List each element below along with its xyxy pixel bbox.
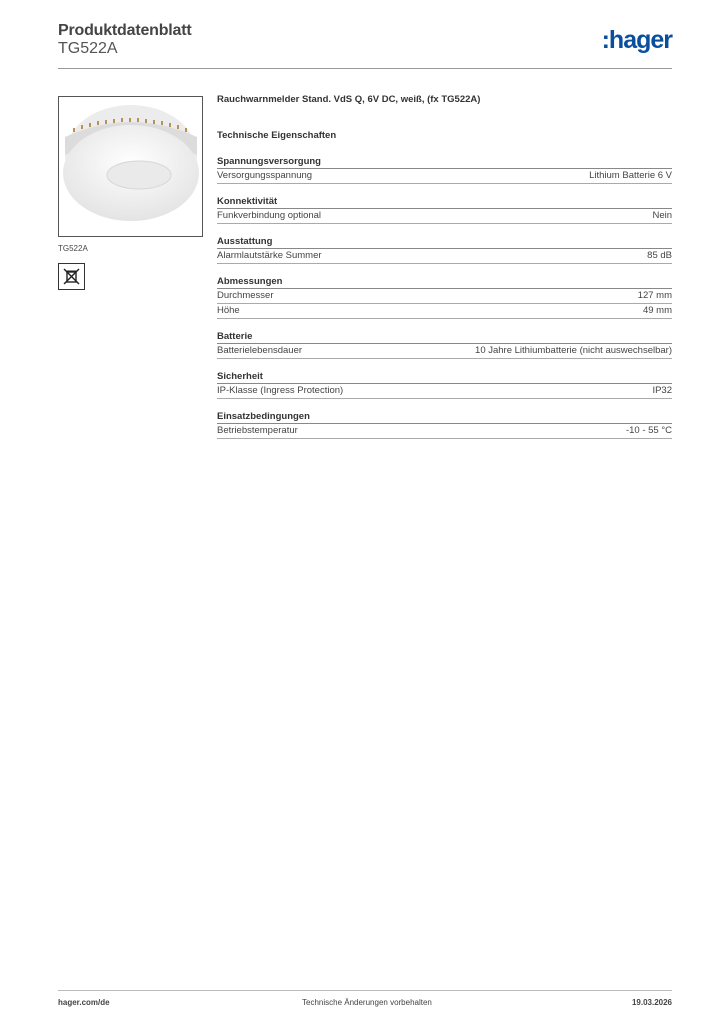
spec-row: [217, 304, 672, 319]
spec-group: [217, 275, 672, 319]
spec-value: IP32: [652, 385, 672, 396]
spec-group: [217, 195, 672, 224]
footer-website-link[interactable]: hager.com/de: [58, 998, 110, 1007]
group-title: Abmessungen: [217, 275, 672, 289]
spec-value: 127 mm: [637, 290, 672, 301]
spec-row: [217, 289, 672, 304]
product-image: [58, 96, 203, 237]
spec-content: [217, 94, 672, 439]
spec-group: [217, 155, 672, 184]
footer-date: 19.03.2026: [631, 998, 672, 1007]
spec-row: [217, 344, 672, 359]
spec-label: Batterielebensdauer: [217, 345, 303, 356]
spec-value: 49 mm: [642, 305, 672, 316]
group-title: Einsatzbedingungen: [217, 410, 672, 424]
spec-row: [217, 209, 672, 224]
page-title: Produktdatenblatt: [58, 22, 192, 39]
spec-row: [217, 169, 672, 184]
smoke-detector-image: [59, 97, 202, 236]
group-title: Ausstattung: [217, 235, 672, 249]
spec-label: IP-Klasse (Ingress Protection): [217, 385, 344, 396]
spec-label: Betriebstemperatur: [217, 425, 298, 436]
image-caption: TG522A: [58, 244, 88, 253]
group-title: Konnektivität: [217, 195, 672, 209]
group-title: Sicherheit: [217, 370, 672, 384]
spec-group: [217, 410, 672, 439]
spec-value: -10 - 55 °C: [625, 425, 672, 436]
group-title: Batterie: [217, 330, 672, 344]
spec-row: [217, 384, 672, 399]
footer-divider: [58, 990, 672, 991]
header-divider: [58, 68, 672, 69]
spec-value: Nein: [652, 210, 672, 221]
page-subtitle: TG522A: [58, 40, 118, 57]
product-name: Rauchwarnmelder Stand. VdS Q, 6V DC, weiß, (fx TG522A): [217, 94, 481, 105]
spec-label: Höhe: [217, 305, 240, 316]
spec-label: Versorgungsspannung: [217, 170, 313, 181]
spec-row: [217, 249, 672, 264]
spec-value: Lithium Batterie 6 V: [589, 170, 672, 181]
spec-row: [217, 424, 672, 439]
group-title: Spannungsversorgung: [217, 155, 672, 169]
section-title: Technische Eigenschaften: [217, 130, 337, 141]
spec-group: [217, 235, 672, 264]
spec-group: [217, 330, 672, 359]
spec-value: 85 dB: [647, 250, 672, 261]
crossed-bin-icon: [58, 263, 85, 290]
spec-label: Durchmesser: [217, 290, 274, 301]
spec-label: Funkverbindung optional: [217, 210, 322, 221]
spec-group: [217, 370, 672, 399]
spec-label: Alarmlautstärke Summer: [217, 250, 322, 261]
footer-disclaimer: Technische Änderungen vorbehalten: [302, 998, 432, 1007]
spec-value: 10 Jahre Lithiumbatterie (nicht auswechselbar): [475, 345, 672, 356]
hager-logo: :hager: [601, 26, 672, 54]
page-header: [58, 20, 672, 68]
